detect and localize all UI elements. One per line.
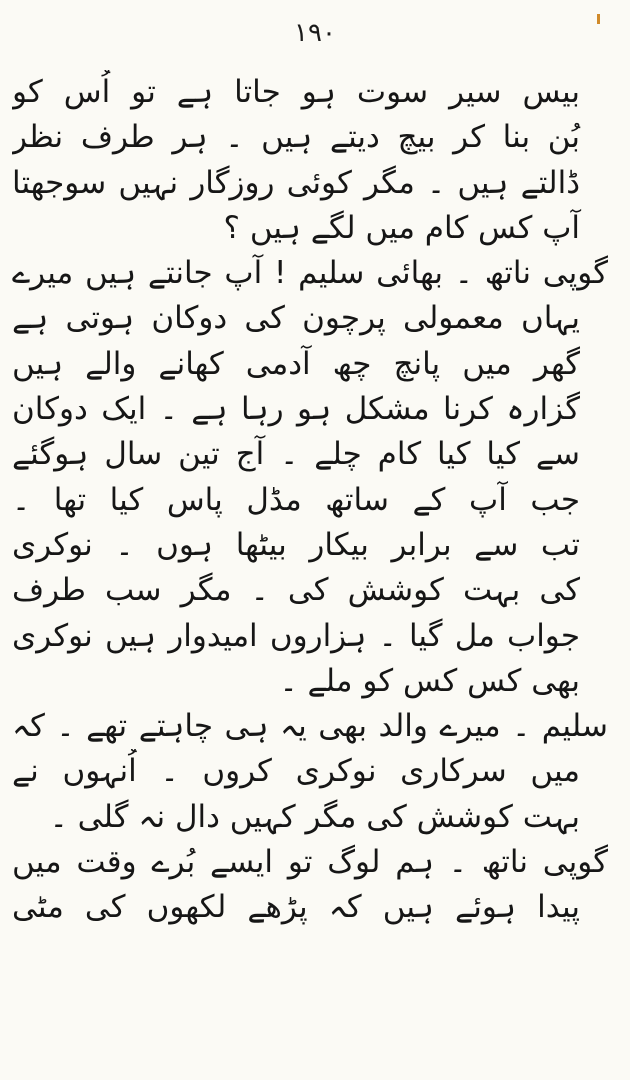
text-line: جواب مل گیا ۔ ہزاروں امیدوار ہیں نوکری: [12, 617, 580, 654]
text-line: جب آپ کے ساتھ مڈل پاس کیا تھا ۔: [12, 481, 580, 518]
text-line: میں سرکاری نوکری کروں ۔ اُنہوں نے: [12, 753, 580, 790]
text-line: پیدا ہوئے ہیں کہ پڑھے لکھوں کی مٹی: [12, 889, 580, 926]
dialogue-line-gopinath: گوپی ناتھ ۔ بھائی سلیم ! آپ جانتے ہیں میرے: [12, 255, 608, 292]
text-line: بیس سیر سوت ہو جاتا ہے تو اُس کو: [12, 74, 580, 110]
text-line: آپ کس کام میں لگے ہیں ؟: [223, 209, 580, 246]
text-line: بہت کوشش کی مگر کہیں دال نہ گلی ۔: [49, 798, 580, 835]
dialogue-line-gopinath: گوپی ناتھ ۔ ہم لوگ تو ایسے بُرے وقت میں: [12, 844, 608, 881]
text-line: گزارہ کرنا مشکل ہو رہا ہے ۔ ایک دوکان: [12, 391, 580, 428]
text-line: بُن بنا کر بیچ دیتے ہیں ۔ ہر طرف نظر: [12, 119, 580, 156]
text-line: سے کیا کیا کام چلے ۔ آج تین سال ہوگئے: [12, 436, 580, 473]
text-line: یہاں معمولی پرچون کی دوکان ہوتی ہے: [12, 300, 580, 337]
text-line: بھی کس کس کو ملے ۔: [279, 662, 580, 699]
text-line: تب سے برابر بیکار بیٹھا ہوں ۔ نوکری: [12, 526, 580, 563]
text-line: ڈالتے ہیں ۔ مگر کوئی روزگار نہیں سوجھتا: [12, 164, 580, 201]
text-line: گھر میں پانچ چھ آدمی کھانے والے ہیں: [12, 345, 580, 382]
dialogue-line-saleem: سلیم ۔ میرے والد بھی یہ ہی چاہتے تھے ۔ کہ: [12, 708, 608, 745]
page-number: ۱۹۰: [294, 18, 336, 48]
urdu-text-block: [12, 70, 608, 931]
text-line: کی بہت کوشش کی ۔ مگر سب طرف: [12, 572, 580, 609]
